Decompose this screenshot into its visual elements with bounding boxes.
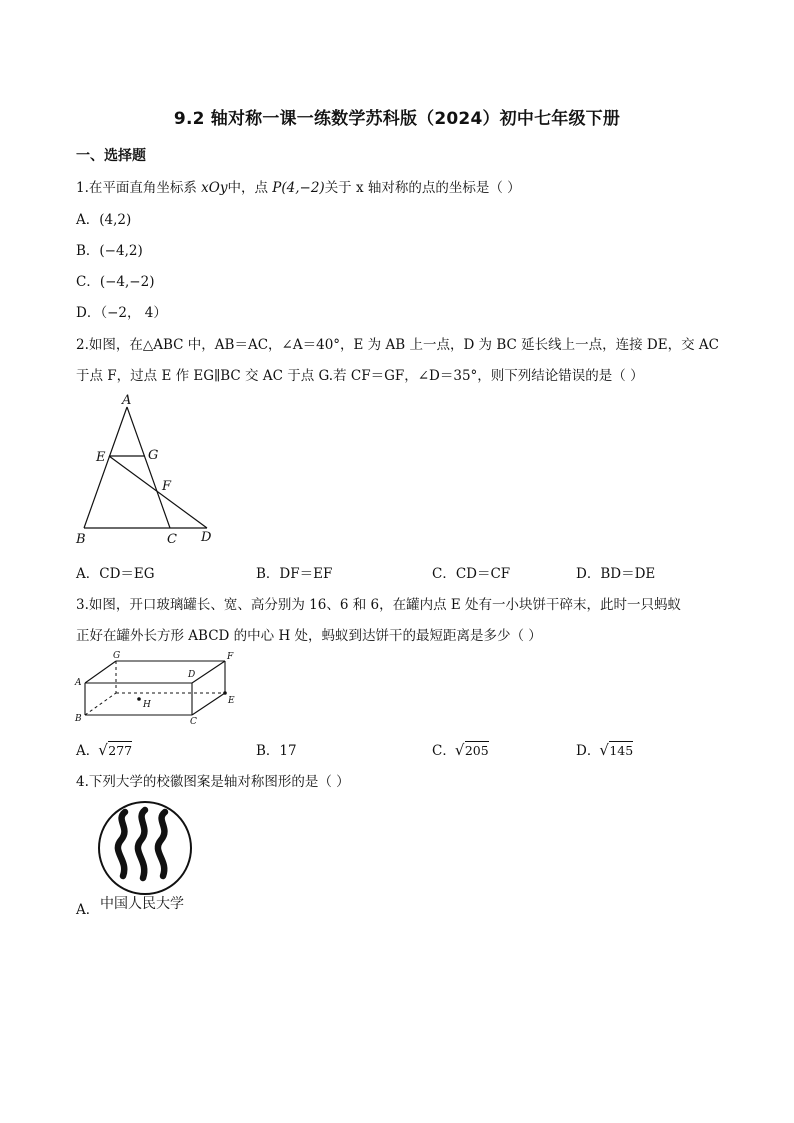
q2-stem-line1: 2.如图，在△ABC 中，AB＝AC，∠A＝40°，E 为 AB 上一点，D 为 BC 延长线上一点，连接 DE，交 AC: [76, 337, 719, 353]
segment-ed: [109, 456, 207, 528]
q4-option-a-prefix: A．: [76, 902, 100, 918]
q3-option-c-prefix: C．: [432, 743, 456, 759]
edge-ce: [192, 693, 225, 715]
label-e: E: [228, 696, 235, 706]
sqrt-icon: [99, 743, 132, 759]
label-c: C: [167, 532, 177, 547]
point-h: [137, 697, 141, 701]
q1-option-a[interactable]: A．(4,2): [76, 212, 132, 228]
q3-option-d[interactable]: [576, 739, 633, 759]
q3-option-c-radicand: 205: [464, 743, 489, 758]
q3-option-a[interactable]: [76, 739, 132, 759]
segment-ac: [127, 407, 170, 528]
q1-stem-text-a: 1.在平面直角坐标系: [76, 180, 202, 196]
q2-option-b[interactable]: B．DF＝EF: [256, 566, 333, 582]
q1-option-b[interactable]: B．(−4,2): [76, 243, 143, 259]
q3-stem-line2: 正好在罐外长方形 ABCD 的中心 H 处，蚂蚁到达饼干的最短距离是多少（ ）: [76, 628, 542, 644]
label-d: D: [201, 530, 212, 545]
q1-stem-text-b: 中，点: [227, 180, 273, 196]
q3-option-d-radicand: 145: [609, 743, 634, 758]
label-f: F: [162, 479, 172, 494]
q4-option-a[interactable]: [76, 898, 99, 918]
q2-triangle-figure: [70, 390, 230, 550]
hidden-edge-bottom-left: [85, 693, 116, 715]
q3-option-a-radicand: 277: [108, 743, 133, 758]
q3-option-b[interactable]: B．17: [256, 743, 297, 759]
q3-box-figure: [70, 645, 250, 730]
q4-option-a-caption: 中国人民大学: [100, 896, 184, 912]
label-h: H: [143, 700, 151, 710]
point-e: [223, 691, 227, 695]
label-a: A: [75, 678, 82, 688]
label-a: A: [122, 393, 132, 408]
q3-option-c[interactable]: [432, 739, 489, 759]
label-b: B: [75, 714, 82, 724]
q2-stem-line2: 于点 F，过点 E 作 EG∥BC 交 AC 于点 G.若 CF＝GF，∠D＝35°，则下列结论错误的是（ ）: [76, 368, 644, 384]
label-d: D: [188, 670, 196, 680]
q1-stem-text-c: 关于 x 轴对称的点的坐标是（ ）: [324, 180, 521, 196]
label-e: E: [96, 450, 106, 465]
q4-stem: 4.下列大学的校徽图案是轴对称图形的是（ ）: [76, 774, 350, 790]
segment-ab: [84, 407, 127, 528]
q2-option-a[interactable]: A．CD＝EG: [76, 566, 155, 582]
label-b: B: [76, 532, 86, 547]
q1-stem-var: xOy: [201, 180, 228, 196]
edge-ag: [85, 661, 116, 683]
label-c: C: [190, 717, 197, 727]
renmin-university-emblem-icon: [97, 800, 209, 895]
q2-option-d[interactable]: D．BD＝DE: [576, 566, 656, 582]
label-g: G: [148, 448, 159, 463]
section-heading: 一、选择题: [76, 148, 146, 164]
sqrt-icon: [456, 743, 489, 759]
q1-stem: [76, 176, 521, 196]
edge-df: [192, 661, 225, 683]
page-title: 9.2 轴对称一课一练数学苏科版（2024）初中七年级下册: [173, 109, 621, 129]
q1-option-d[interactable]: D．（−2， 4）: [76, 305, 167, 321]
q3-option-d-prefix: D．: [576, 743, 601, 759]
q3-option-a-prefix: A．: [76, 743, 100, 759]
sqrt-icon: [600, 743, 633, 759]
q2-option-c[interactable]: C．CD＝CF: [432, 566, 511, 582]
q1-option-c[interactable]: C．(−4,−2): [76, 274, 155, 290]
q3-stem-line1: 3.如图，开口玻璃罐长、宽、高分别为 16、6 和 6，在罐内点 E 处有一小块饼干碎末，此时一只蚂蚁: [76, 597, 682, 613]
q1-stem-point: P(4,−2): [272, 180, 325, 196]
label-g: G: [113, 651, 121, 661]
label-f: F: [227, 652, 234, 662]
